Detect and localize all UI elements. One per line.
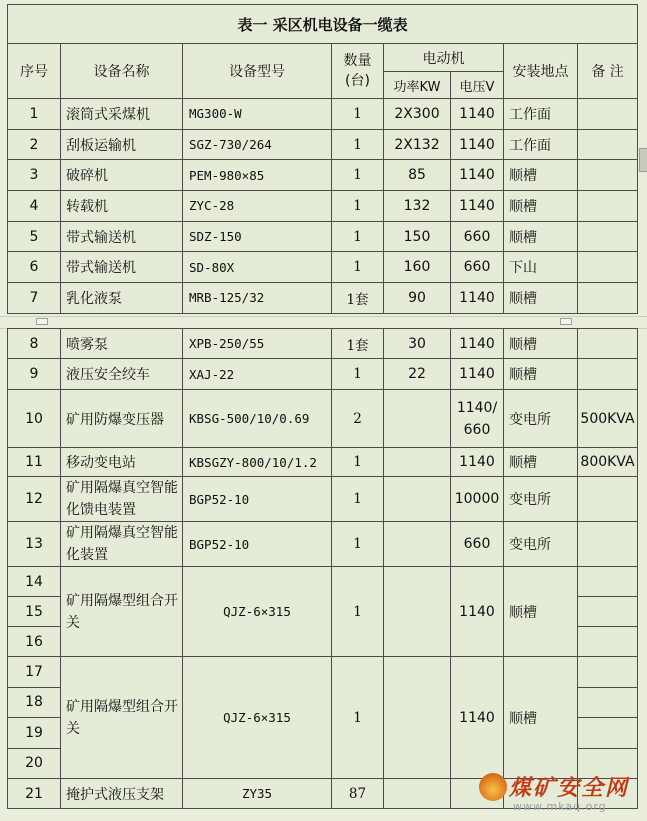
cell-location: 变电所 (504, 477, 578, 522)
cell-voltage: 660 (451, 221, 504, 252)
cell-name: 带式输送机 (61, 221, 183, 252)
cell-name: 矿用隔爆型组合开关 (61, 657, 183, 779)
cell-name: 液压安全绞车 (61, 359, 183, 390)
cell-remark (578, 567, 638, 597)
cell-power (384, 567, 451, 657)
cell-power (384, 522, 451, 567)
cell-model: QJZ-6×315 (183, 567, 332, 657)
cell-model: SD-80X (183, 252, 332, 283)
cell-power (384, 390, 451, 448)
cell-location: 顺槽 (504, 567, 578, 657)
cell-power: 85 (384, 160, 451, 191)
cell-location: 工作面 (504, 129, 578, 160)
cell-power: 2X300 (384, 99, 451, 130)
cell-voltage: 1140 (451, 283, 504, 314)
cell-model: QJZ-6×315 (183, 657, 332, 779)
header-qty: 数量 (台) (332, 44, 384, 99)
cell-name: 带式输送机 (61, 252, 183, 283)
cell-model: MG300-W (183, 99, 332, 130)
header-voltage: 电压V (451, 72, 504, 99)
cell-seq: 6 (8, 252, 61, 283)
cell-location: 变电所 (504, 390, 578, 448)
header-name: 设备名称 (61, 44, 183, 99)
watermark-brand: 煤矿安全网 (509, 776, 630, 801)
header-seq: 序号 (8, 44, 61, 99)
table-row (8, 191, 638, 222)
table-body-part2 (8, 329, 638, 809)
cell-location: 顺槽 (504, 160, 578, 191)
cell-seq: 15 (8, 597, 61, 627)
cell-model: PEM-980×85 (183, 160, 332, 191)
cell-name: 矿用隔爆真空智能化馈电装置 (61, 477, 183, 522)
cell-model: MRB-125/32 (183, 283, 332, 314)
table-row (8, 329, 638, 359)
cell-seq: 1 (8, 99, 61, 130)
cell-name: 刮板运输机 (61, 129, 183, 160)
table-row (8, 252, 638, 283)
cell-remark (578, 283, 638, 314)
cell-power: 132 (384, 191, 451, 222)
cell-power: 160 (384, 252, 451, 283)
cell-seq: 20 (8, 748, 61, 779)
cell-model: XPB-250/55 (183, 329, 332, 359)
cell-voltage: 1140 (451, 567, 504, 657)
table-row (8, 129, 638, 160)
cell-power: 2X132 (384, 129, 451, 160)
cell-power: 150 (384, 221, 451, 252)
header-location: 安装地点 (504, 44, 578, 99)
cell-qty: 1 (332, 448, 384, 477)
cell-voltage: 1140/ 660 (451, 390, 504, 448)
cell-voltage: 1140 (451, 448, 504, 477)
header-model: 设备型号 (183, 44, 332, 99)
cell-voltage: 1140 (451, 99, 504, 130)
cell-seq: 4 (8, 191, 61, 222)
cell-model: XAJ-22 (183, 359, 332, 390)
cell-seq: 7 (8, 283, 61, 314)
cell-seq: 5 (8, 221, 61, 252)
cell-qty: 1 (332, 160, 384, 191)
table-row (8, 657, 638, 688)
cell-remark (578, 477, 638, 522)
cell-location: 顺槽 (504, 657, 578, 779)
cell-qty: 1 (332, 359, 384, 390)
cell-remark (578, 191, 638, 222)
cell-seq: 9 (8, 359, 61, 390)
cell-seq: 3 (8, 160, 61, 191)
cell-seq: 21 (8, 779, 61, 809)
cell-qty: 1 (332, 567, 384, 657)
watermark (475, 771, 645, 819)
cell-remark: 500KVA (578, 390, 638, 448)
table-row (8, 283, 638, 314)
cell-remark (578, 359, 638, 390)
cell-name: 喷雾泵 (61, 329, 183, 359)
watermark-url: www.mkaq.org (513, 800, 607, 813)
cell-power (384, 779, 451, 809)
cell-seq: 8 (8, 329, 61, 359)
cell-voltage: 660 (451, 252, 504, 283)
table-title: 表一 采区机电设备一缆表 (8, 5, 638, 44)
cell-power: 90 (384, 283, 451, 314)
cell-name: 移动变电站 (61, 448, 183, 477)
cell-remark (578, 160, 638, 191)
cell-qty: 1 (332, 191, 384, 222)
cell-location: 变电所 (504, 522, 578, 567)
cell-voltage: 660 (451, 522, 504, 567)
cell-voltage: 1140 (451, 329, 504, 359)
cell-qty: 1套 (332, 329, 384, 359)
cell-model: SGZ-730/264 (183, 129, 332, 160)
cell-voltage: 1140 (451, 657, 504, 779)
cell-location: 顺槽 (504, 329, 578, 359)
header-remark: 备 注 (578, 44, 638, 99)
table-row (8, 448, 638, 477)
cell-model: ZYC-28 (183, 191, 332, 222)
cell-remark (578, 252, 638, 283)
cell-seq: 11 (8, 448, 61, 477)
cell-location: 顺槽 (504, 448, 578, 477)
cell-remark (578, 627, 638, 657)
cell-seq: 12 (8, 477, 61, 522)
cell-location: 顺槽 (504, 359, 578, 390)
table-row (8, 522, 638, 567)
cell-name: 乳化液泵 (61, 283, 183, 314)
cell-qty: 1 (332, 657, 384, 779)
cell-location: 顺槽 (504, 191, 578, 222)
cell-remark (578, 221, 638, 252)
table-row (8, 359, 638, 390)
cell-qty: 1 (332, 477, 384, 522)
table-row (8, 477, 638, 522)
table-row (8, 221, 638, 252)
cell-remark (578, 687, 638, 718)
cell-seq: 18 (8, 687, 61, 718)
cell-location: 工作面 (504, 99, 578, 130)
table-body-part1 (8, 99, 638, 314)
cell-name: 矿用隔爆型组合开关 (61, 567, 183, 657)
cell-seq: 10 (8, 390, 61, 448)
cell-qty: 2 (332, 390, 384, 448)
cell-remark: 800KVA (578, 448, 638, 477)
cell-qty: 1 (332, 252, 384, 283)
cell-power: 30 (384, 329, 451, 359)
page-corner-mark (36, 318, 48, 325)
cell-name: 转载机 (61, 191, 183, 222)
header-motor: 电动机 (384, 44, 504, 72)
cell-model: KBSGZY-800/10/1.2 (183, 448, 332, 477)
cell-remark (578, 99, 638, 130)
cell-remark (578, 522, 638, 567)
cell-power (384, 657, 451, 779)
cell-qty: 87 (332, 779, 384, 809)
cell-model: BGP52-10 (183, 522, 332, 567)
page-corner-mark (560, 318, 572, 325)
cell-model: SDZ-150 (183, 221, 332, 252)
cell-seq: 17 (8, 657, 61, 688)
cell-remark (578, 597, 638, 627)
side-scroll-tab[interactable] (639, 148, 647, 172)
cell-voltage: 10000 (451, 477, 504, 522)
cell-name: 破碎机 (61, 160, 183, 191)
cell-location: 下山 (504, 252, 578, 283)
equipment-table-part1 (7, 4, 638, 314)
table-row (8, 567, 638, 597)
cell-name: 矿用隔爆真空智能化装置 (61, 522, 183, 567)
cell-power (384, 477, 451, 522)
cell-qty: 1 (332, 221, 384, 252)
cell-location: 顺槽 (504, 283, 578, 314)
cell-remark (578, 718, 638, 749)
cell-seq: 2 (8, 129, 61, 160)
cell-name: 滚筒式采煤机 (61, 99, 183, 130)
equipment-table-part2 (7, 328, 638, 809)
table-row (8, 99, 638, 130)
cell-qty: 1 (332, 99, 384, 130)
cell-voltage: 1140 (451, 359, 504, 390)
cell-qty: 1套 (332, 283, 384, 314)
cell-model: BGP52-10 (183, 477, 332, 522)
cell-name: 掩护式液压支架 (61, 779, 183, 809)
brand-logo-icon (479, 773, 507, 801)
header-power: 功率KW (384, 72, 451, 99)
cell-voltage: 1140 (451, 160, 504, 191)
table-row (8, 160, 638, 191)
cell-remark (578, 129, 638, 160)
cell-seq: 14 (8, 567, 61, 597)
cell-qty: 1 (332, 129, 384, 160)
cell-seq: 19 (8, 718, 61, 749)
cell-name: 矿用防爆变压器 (61, 390, 183, 448)
cell-power (384, 448, 451, 477)
cell-qty: 1 (332, 522, 384, 567)
cell-voltage: 1140 (451, 129, 504, 160)
cell-model: KBSG-500/10/0.69 (183, 390, 332, 448)
cell-model: ZY35 (183, 779, 332, 809)
cell-seq: 16 (8, 627, 61, 657)
cell-location: 顺槽 (504, 221, 578, 252)
cell-remark (578, 657, 638, 688)
cell-voltage: 1140 (451, 191, 504, 222)
table-row (8, 390, 638, 448)
cell-remark (578, 329, 638, 359)
cell-power: 22 (384, 359, 451, 390)
cell-seq: 13 (8, 522, 61, 567)
